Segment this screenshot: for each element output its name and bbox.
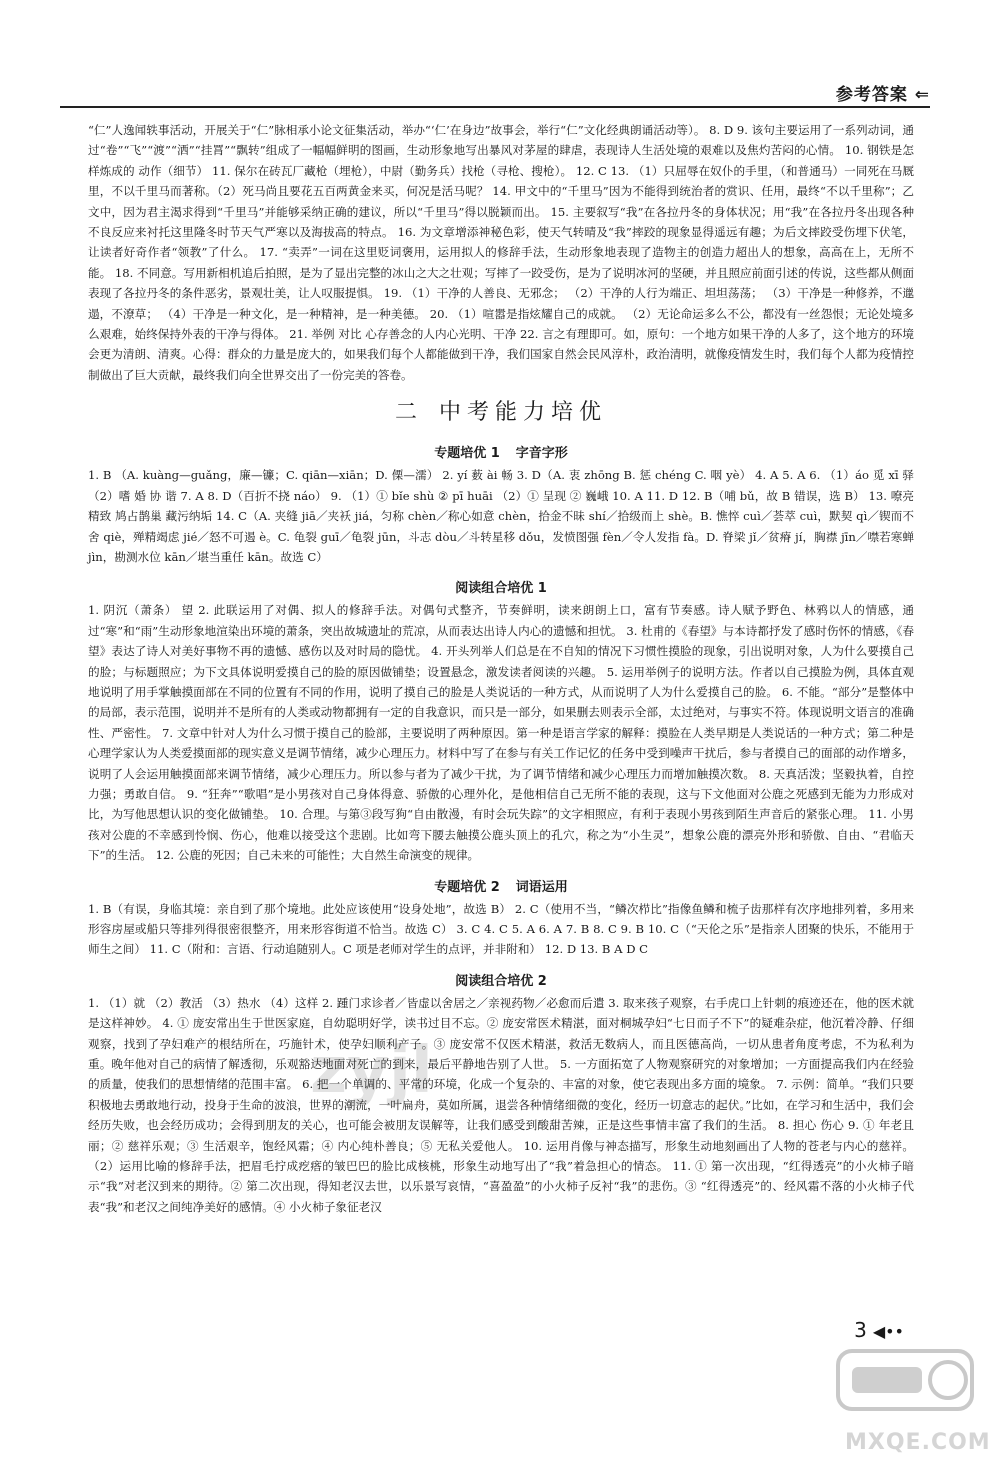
page-number: 3 xyxy=(854,1318,867,1342)
section-title-sub: 词语运用 xyxy=(515,879,568,895)
part-title xyxy=(88,395,914,426)
section-title-main: 阅读组合培优 2 xyxy=(455,973,547,989)
header-title xyxy=(836,80,930,105)
arrow-left-icon: ⇐ xyxy=(914,85,930,105)
section-title xyxy=(88,577,914,596)
section-title-sub: 字音字形 xyxy=(515,446,568,462)
part-title-text: 中考能力培优 xyxy=(439,400,608,426)
section-body: 1. 阴沉（萧条） 望 2. 此联运用了对偶、拟人的修辞手法。对偶句式整齐，节奏鲜明，读来朗朗上口，富有节奏感。诗人赋予野色、林鸦以人的情感，通过“寒”和“雨”生动形象地渲染出环境的萧条，突出故城遗址的荒凉，从而表达出诗人内心的遗憾和担忧。 3. 杜甫的《春望》与本诗都抒发了感时伤怀的情感，《春望》表达了诗人对美好事物不再的遗憾、感伤以及对时局的隐忧。 4. 开头列举人们总是在不自知的情况下习惯性摸脸的现象，引出说明对象，人为什么要摸自己的脸；与标题照应；为下文具体说明爱摸自己的脸的原因做铺垫；设置悬念，激发读者阅读的兴趣。 5. 运用举例子的说明方法。作者以自己摸脸为例，具体直观地说明了用手掌触摸面部在不同的位置有不同的作用，说明了摸自己的脸是人类说话的一种方式，从而说明了人为什么爱摸自己的脸。 6. 不能。“部分”是整体中的局部，表示范围，说明并不是所有的人类或动物都拥有一定的自我意识，而只是一部分，如果删去则表示全部，太过绝对，与事实不符。体现说明文语言的准确性、严密性。 7. 文章中针对人为什么习惯于摸自己的脸部，主要说明了两种原因。第一种是语言学家的解释：摸脸在人类早期是人类说话的一种方式；第二种是心理学家认为人类爱摸面部的现实意义是调节情绪，减少心理压力。材料中写了在参与有关工作记忆的任务中受到噪声干扰后，参与者摸自己的面部的动作增多，说明了人会运用触摸面部来调节情绪，减少心理压力。所以参与者为了减少干扰，为了调节情绪和减少心理压力而增加触摸次数。 8. 天真活泼；坚毅执着，自控力强；勇敢自信。 9. “狂奔”“歌唱”是小男孩对自己身体得意、骄傲的心理外化，是他相信自己无所不能的表现，这与下文他面对公鹿之死感到无能为力形成对比，为写他思想认识的变化做铺垫。 10. 合理。与第③段写狗“自由散漫，有时会玩失踪”的文字相照应，有利于表现小男孩到陌生声音后的紧张心理。 11. 小男孩对公鹿的不幸感到怜悯、伤心，他难以接受这个悲剧。比如弯下腰去触摸公鹿头顶上的孔穴，称之为“小生灵”，想象公鹿的漂亮外形和骄傲、自由、“君临天下”的生活。 12. 公鹿的死因；自己未来的可能性；大自然生命演变的规律。 xyxy=(88,603,914,863)
answer-stamp-icon xyxy=(830,1339,980,1429)
section-body: 1. B（有误，身临其境：亲自到了那个境地。此处应该使用“设身处地”，故选 B） 2. C（使用不当，“鳞次栉比”指像鱼鳞和梳子齿那样有次序地排列着，多用来形容房屋或船只等排列得很密很整齐，用来形容街道不恰当。故选 C） 3. C 4. C 5. A 6. A 7. B 8. C 9. B 10. C（“天伦之乐”是指亲人团聚的快乐，不能用于师生之间） 11. C（附和：言语、行动追随别人。C 项是老师对学生的点评，并非附和） 12. D 13. B A D C xyxy=(88,901,914,957)
section-title-main: 专题培优 1 xyxy=(434,446,500,462)
page-header xyxy=(60,72,930,112)
section-title xyxy=(88,876,914,895)
header-title-text: 参考答案 xyxy=(835,85,908,105)
section-title xyxy=(88,442,914,461)
corner-watermark xyxy=(830,1339,991,1459)
part-number: 二 xyxy=(394,400,423,426)
top-paragraph: “仁”人逸闻轶事活动，开展关于“仁”脉相承小论文征集活动，举办“‘仁’在身边”故事会，举行“仁”文化经典朗诵活动等）。 8. D 9. 该句主要运用了一系列动词，通过“卷”“飞”“渡”“洒”“挂罥”“飘转”组成了一幅幅鲜明的图画，生动形象地写出暴风对茅屋的肆虐，表现诗人生活处境的艰难以及焦灼苦闷的心情。 10. 钢铁是怎样炼成的 动作（细节） 11. 保尔在砖瓦厂藏枪（埋枪），中尉（勤务兵）找枪（寻枪、搜枪）。 12. C 13. （1）只屈辱在奴仆的手里，（和普通马）一同死在马厩里，不以千里马而著称。（2）死马尚且要花五百两黄金来买，何况是活马呢？ 14. 甲文中的“千里马”因为不能得到统治者的赏识、任用，最终“不以千里称”；乙文中，因为君主渴求得到“千里马”并能够采纳正确的建议，所以“千里马”得以脱颖而出。 15. 主要叙写“我”在各拉丹冬的身体状况；用“我”在各拉丹冬出现各种不良反应来衬托这里隆冬时节天气严寒以及海拔高的特点。 16. 为文章增添神秘色彩，使天气转晴及“我”摔跤的现象显得遥远有趣；为后文摔跤受伤埋下伏笔，让读者好奇作者“领教”了什么。 17. “卖弄”一词在这里贬词褒用，运用拟人的修辞手法，生动形象地表现了造物主的创造力超出人的想象，高高在上，无所不能。 18. 不同意。写用新相机追后拍照，是为了显出完整的冰山之大之壮观；写摔了一跤受伤，是为了说明冰河的坚硬，并且照应前面引述的传说，这些都从侧面表现了各拉丹冬的条件恶劣，景观壮美，让人叹服提惧。 19. （1）干净的人善良、无邪念； （2）干净的人行为端正、坦坦荡荡； （3）干净是一种修养，不邋遢，不潦草； （4）干净是一种文化，是一种精神，是一种美德。 20. （1）喧嚣是指炫耀自己的成就。 （2）无论命运多么不公，都没有一丝怨恨；无论处境多么艰难，始终保持外表的干净与得体。 21. 举例 对比 心存善念的人内心光明、干净 22. 言之有理即可。如，原句：一个地方如果干净的人多了，这个地方的环境会更为清朗、清爽。心得：群众的力量是庞大的，如果我们每个人都能做到干净，我们国家自然会民风淳朴，政治清明，就像疫情发生时，我们每个人都为疫情控制做出了巨大贡献，最终我们向全世界交出了一份完美的答卷。 xyxy=(88,123,914,382)
section-body: 1. B （A. kuàng—guǎng，廉—镰；C. qiān—xiān；D. 傈—濡） 2. yí 薮 ài 畅 3. D（A. 衷 zhōng B. 惩 chéng C. 咽 yè） 4. A 5. A 6. （1）áo 觅 xī 驿 （2）嗜 婚 协 谐 7. A 8. D（百折不挠 náo） 9. （1）① bǐe shù ② pī huāi （2）① 呈现 ② 巍峨 10. A 11. D 12. B（哺 bǔ，故 B 错误，选 B） 13. 嘹亮 精致 鸠占鹊巢 藏污纳垢 14. C（A. 夹缝 jiā／夹袄 jiá，匀称 chèn／称心如意 chèn，拾金不昧 shí／拾级而上 shè。B. 憔悴 cuì／荟萃 cuì，默契 qì／锲而不舍 qiè，殚精竭虑 jié／怒不可遏 è。C. 龟裂 guī／龟裂 jūn，斗志 dòu／斗转星移 dǒu，发愤图强 fèn／令人发指 fà。D. 脊梁 jǐ／贫瘠 jí，胸襟 jīn／噤若寒蝉 jìn，勘测水位 kān／堪当重任 kān。故选 C） xyxy=(88,468,914,564)
section-title-main: 专题培优 2 xyxy=(434,879,500,895)
section-title xyxy=(88,970,914,989)
section-body: 1. （1）就 （2）教活 （3）热水 （4）这样 2. 踵门求诊者／皆虚以舍居之／亲视药物／必愈而后遣 3. 取来孩子观察，右手虎口上针刺的痕迹还在，他的医术就是这样神妙。 4. ① 庞安常出生于世医家庭，自幼聪明好学，读书过目不忘。② 庞安常医术精湛，面对桐城孕妇“七日而子不下”的疑难杂症，他沉着冷静、仔细观察，找到了孕妇难产的根结所在，巧施针术，使孕妇顺利产子。③ 庞安常不仅医术精湛，救活无数病人，而且医德高尚，一切从患者角度考虑，不为私利为重。晚年他对自己的病情了解透彻，乐观豁达地面对死亡的到来，最后平静地告别了人世。 5. 一方面拓宽了人物观察研究的对象增加；一方面提高我们内在经验的质量，使我们的思想情绪的范围丰富。 6. 把一个单调的、平常的环境，化成一个复杂的、丰富的对象，使它表现出多方面的境象。 7. 示例：简单。“我们只要积极地去勇敢地行动，投身于生命的波浪，世界的潮流，一叶扁舟，莫如所属，退尝各种情绪细微的变化，经历一切意志的起伏。”比如，在学习和生活中，我们会经历失败，也会经历成功；会得到朋友的关心，也可能会被朋友误解等，让我们感受到酸甜苦辣，正是这些事情丰富了我们的生活。 8. 担心 伤心 9. ① 年老且丽；② 慈祥乐观；③ 生活艰辛，饱经风霜；④ 内心纯朴善良；⑤ 无私关爱他人。 10. 运用肖像与神态描写，形象生动地刻画出了人物的苍老与内心的慈祥。 （2）运用比喻的修辞手法，把眉毛拧成疙瘩的皱巴巴的脸比成核桃，形象生动地写出了“我”着急担心的情态。 11. ① 第一次出现，“红得透亮”的小火柿子暗示“我”对老汉到来的期待。② 第二次出现，得知老汉去世，以乐景写哀情，“喜盈盈”的小火柿子反衬“我”的悲伤。③ “红得透亮”的、经风霜不落的小火柿子代表“我”和老汉之间纯净美好的感情。④ 小火柿子象征老汉 xyxy=(88,995,914,1214)
section-title-main: 阅读组合培优 1 xyxy=(455,581,547,597)
watermark-text: MXQE.COM xyxy=(845,1430,991,1455)
watermark-logo-icon xyxy=(300,1030,580,1110)
svg-text:zyjl: zyjl xyxy=(310,1034,433,1108)
header-divider xyxy=(60,106,930,108)
page-arrow-icon: ◀•• xyxy=(872,1322,904,1341)
